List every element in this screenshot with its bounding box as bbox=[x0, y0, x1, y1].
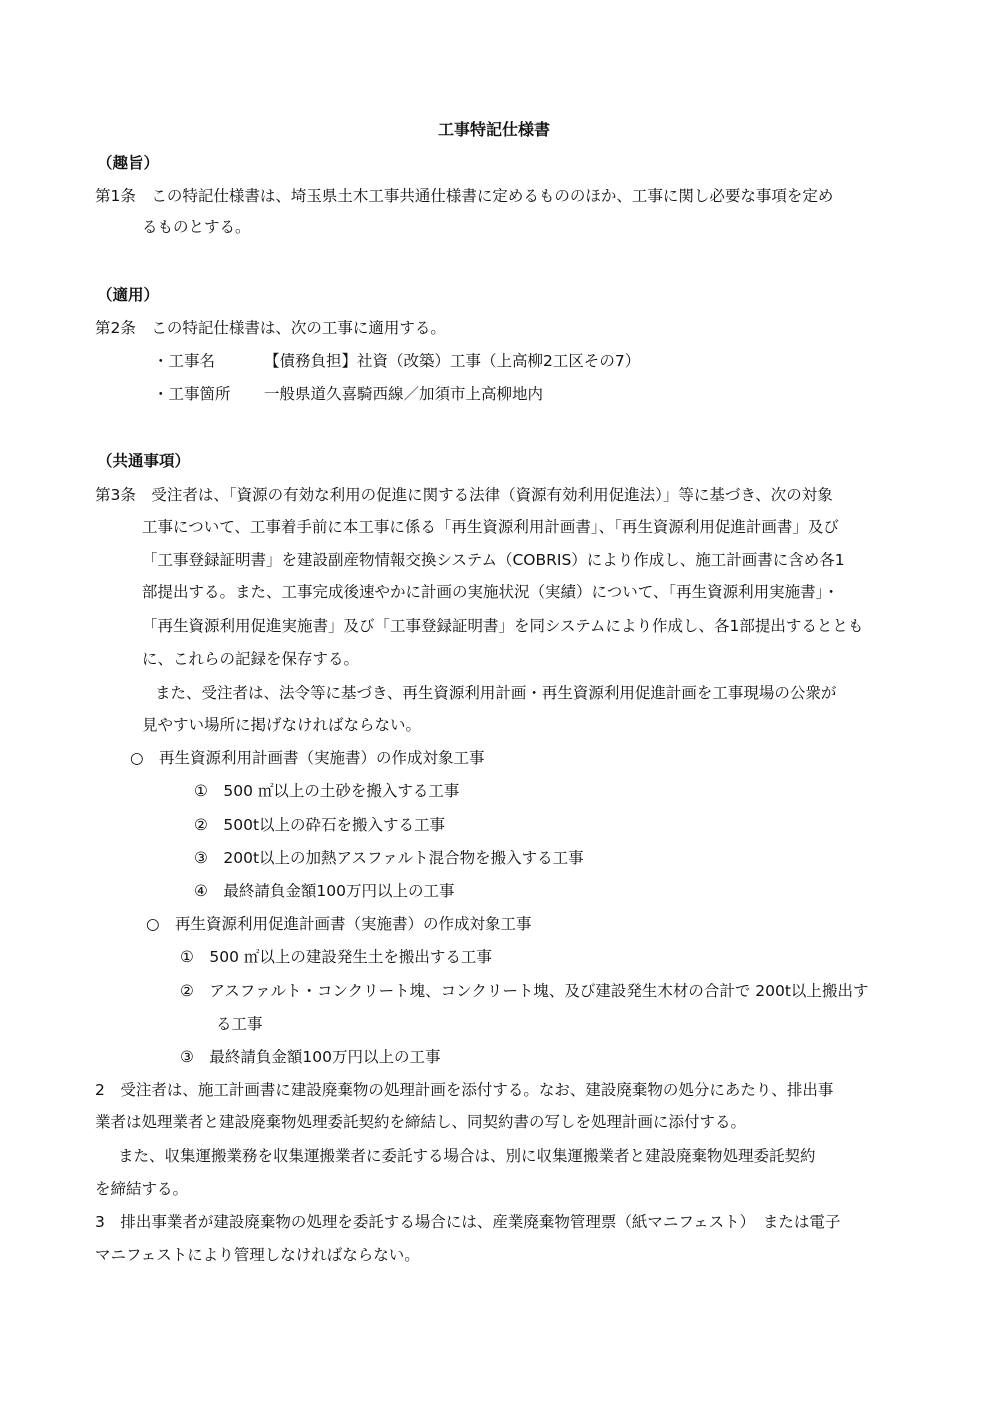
article-3-line: また、受注者は、法令等に基づき、再生資源利用計画・再生資源利用促進計画を工事現場の公衆が bbox=[155, 684, 837, 702]
paragraph-3-line: 3 排出事業者が建設廃棄物の処理を委託する場合には、産業廃棄物管理票（紙マニフェスト） または電子 bbox=[95, 1213, 841, 1231]
section-heading-application: （適用） bbox=[97, 286, 160, 304]
paragraph-2-line: 業者は処理業者と建設廃棄物処理委託契約を締結し、同契約書の写しを処理計画に添付する。 bbox=[95, 1113, 747, 1131]
work-name-label: ・工事名 bbox=[153, 352, 216, 370]
section-heading-purpose: （趣旨） bbox=[97, 154, 160, 172]
article-2-line: 第2条 この特記仕様書は、次の工事に適用する。 bbox=[95, 319, 446, 337]
paragraph-3-line: マニフェストにより管理しなければならない。 bbox=[95, 1246, 420, 1264]
section-heading-common: （共通事項） bbox=[97, 452, 191, 470]
article-3-line: に、これらの記録を保存する。 bbox=[142, 650, 360, 668]
list-item: ③ 最終請負金額100万円以上の工事 bbox=[180, 1048, 441, 1066]
work-place-label: ・工事箇所 bbox=[153, 385, 231, 403]
work-place-value: 一般県道久喜騎西線／加須市上高柳地内 bbox=[264, 385, 544, 403]
article-1-line: るものとする。 bbox=[142, 218, 251, 236]
article-3-line: 見やすい場所に掲げなければならない。 bbox=[142, 716, 422, 734]
paragraph-2-line: 2 受注者は、施工計画書に建設廃棄物の処理計画を添付する。なお、建設廃棄物の処分にあたり、排出事 bbox=[95, 1081, 834, 1099]
list-item: ④ 最終請負金額100万円以上の工事 bbox=[194, 882, 455, 900]
article-3-line: 第3条 受注者は、「資源の有効な利用の促進に関する法律（資源有効利用促進法）」等に基づき、次の対象 bbox=[95, 486, 833, 504]
work-name-value: 【債務負担】社資（改築）工事（上高柳2工区その7） bbox=[264, 352, 641, 370]
paragraph-2-line: を締結する。 bbox=[95, 1180, 189, 1198]
list-item: ② 500t以上の砕石を搬入する工事 bbox=[194, 816, 446, 834]
document-title: 工事特記仕様書 bbox=[438, 120, 551, 139]
list-heading-usage-plan: ○ 再生資源利用計画書（実施書）の作成対象工事 bbox=[130, 749, 485, 767]
article-3-line: 部提出する。また、工事完成後速やかに計画の実施状況（実績）について、「再生資源利用実施書」・ bbox=[142, 583, 839, 601]
article-3-line: 「工事登録証明書」を建設副産物情報交換システム（COBRIS）により作成し、施工計画書に含め各1 bbox=[142, 551, 845, 569]
list-item: る工事 bbox=[216, 1015, 263, 1033]
article-3-line: 工事について、工事着手前に本工事に係る「再生資源利用計画書」、「再生資源利用促進計画書」及び bbox=[142, 518, 839, 536]
article-1-line: 第1条 この特記仕様書は、埼玉県土木工事共通仕様書に定めるもののほか、工事に関し必要な事項を定め bbox=[95, 187, 834, 205]
list-item: ① 500 ㎡以上の建設発生土を搬出する工事 bbox=[180, 948, 492, 966]
paragraph-2-line: また、収集運搬業務を収集運搬業者に委託する場合は、別に収集運搬業者と建設廃棄物処理委託契約 bbox=[118, 1147, 816, 1165]
list-heading-promotion-plan: ○ 再生資源利用促進計画書（実施書）の作成対象工事 bbox=[146, 915, 532, 933]
list-item: ① 500 ㎡以上の土砂を搬入する工事 bbox=[194, 782, 460, 800]
list-item: ② アスファルト・コンクリート塊、コンクリート塊、及び建設発生木材の合計で 200t以上搬出す bbox=[180, 982, 869, 1000]
list-item: ③ 200t以上の加熱アスファルト混合物を搬入する工事 bbox=[194, 849, 584, 867]
article-3-line: 「再生資源利用促進実施書」及び「工事登録証明書」を同システムにより作成し、各1部提出するととも bbox=[142, 617, 864, 635]
